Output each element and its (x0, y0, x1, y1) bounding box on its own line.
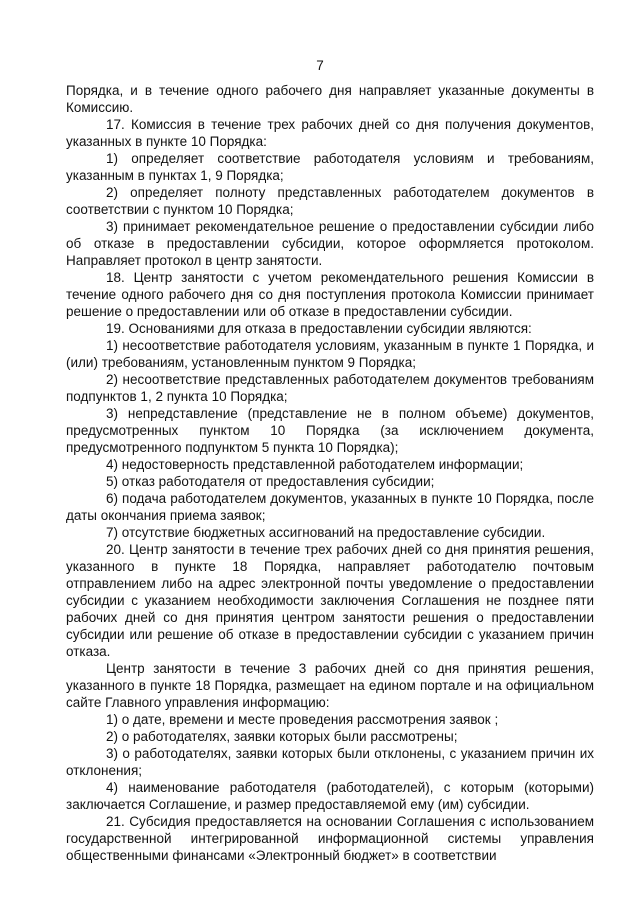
paragraph: 3) о работодателях, заявки которых были отклонены, с указанием причин их отклонения; (66, 746, 594, 778)
paragraph: 1) о дате, времени и месте проведения рассмотрения заявок ; (106, 712, 499, 727)
paragraph: 18. Центр занятости с учетом рекомендательного решения Комиссии в течение одного рабочего дня со дня поступления протокола Комиссии принимает решение о предоставлении или об отказе в предоставлении субсидии. (66, 270, 594, 319)
paragraph: 3) принимает рекомендательное решение о предоставлении субсидии либо об отказе в предоставлении субсидии, которое оформляется протоколом. Направляет протокол в центр занятости. (66, 219, 594, 268)
paragraph: 3) непредставление (представление не в полном объеме) документов, предусмотренных пунктом 10 Порядка (за исключением документа, предусмотренного подпунктом 5 пункта 10 Порядка); (66, 406, 594, 455)
paragraph: 1) несоответствие работодателя условиям, указанным в пункте 1 Порядка, и (или) требованиям, установленным пунктом 9 Порядка; (66, 338, 594, 370)
paragraph: 4) наименование работодателя (работодателей), с которым (которыми) заключается Соглашение, и размер предоставляемой ему (им) субсидии. (66, 780, 594, 812)
paragraph: 2) о работодателях, заявки которых были рассмотрены; (106, 729, 458, 744)
paragraph: 17. Комиссия в течение трех рабочих дней со дня получения документов, указанных в пункте 10 Порядка: (66, 117, 594, 149)
page-number: 7 (316, 58, 324, 73)
paragraph: 1) определяет соответствие работодателя условиям и требованиям, указанным в пунктах 1, 9 Порядка; (66, 151, 594, 183)
paragraph: 19. Основаниями для отказа в предоставлении субсидии являются: (106, 321, 532, 336)
paragraph: 4) недостоверность представленной работодателем информации; (106, 457, 524, 472)
paragraph: Центр занятости в течение 3 рабочих дней со дня принятия решения, указанного в пункте 18 Порядка, размещает на едином портале и на официальном сайте Главного управления информацию: (66, 661, 594, 710)
paragraph: 5) отказ работодателя от предоставления субсидии; (106, 474, 435, 489)
paragraph: 6) подача работодателем документов, указанных в пункте 10 Порядка, после даты окончания приема заявок; (66, 491, 594, 523)
document-body (66, 82, 594, 864)
paragraph: Порядка, и в течение одного рабочего дня направляет указанные документы в Комиссию. (66, 83, 594, 115)
paragraph: 7) отсутствие бюджетных ассигнований на предоставление субсидии. (106, 525, 546, 540)
paragraph: 21. Субсидия предоставляется на основании Соглашения с использованием государственной интегрированной информационной системы управления общественными финансами «Электронный бюджет» в соответствии (66, 814, 594, 863)
paragraph: 20. Центр занятости в течение трех рабочих дней со дня принятия решения, указанного в пункте 18 Порядка, направляет работодателю почтовым отправлением либо на адрес электронной почты уведомление о предоставлении субсидии с указанием необходимости заключения Соглашения не позднее пяти рабочих дней со дня принятия центром занятости решения о предоставлении субсидии или решение об отказе в предоставлении субсидии с указанием причин отказа. (66, 542, 594, 659)
paragraph: 2) определяет полноту представленных работодателем документов в соответствии с пунктом 10 Порядка; (66, 185, 594, 217)
paragraph: 2) несоответствие представленных работодателем документов требованиям подпунктов 1, 2 пункта 10 Порядка; (66, 372, 594, 404)
